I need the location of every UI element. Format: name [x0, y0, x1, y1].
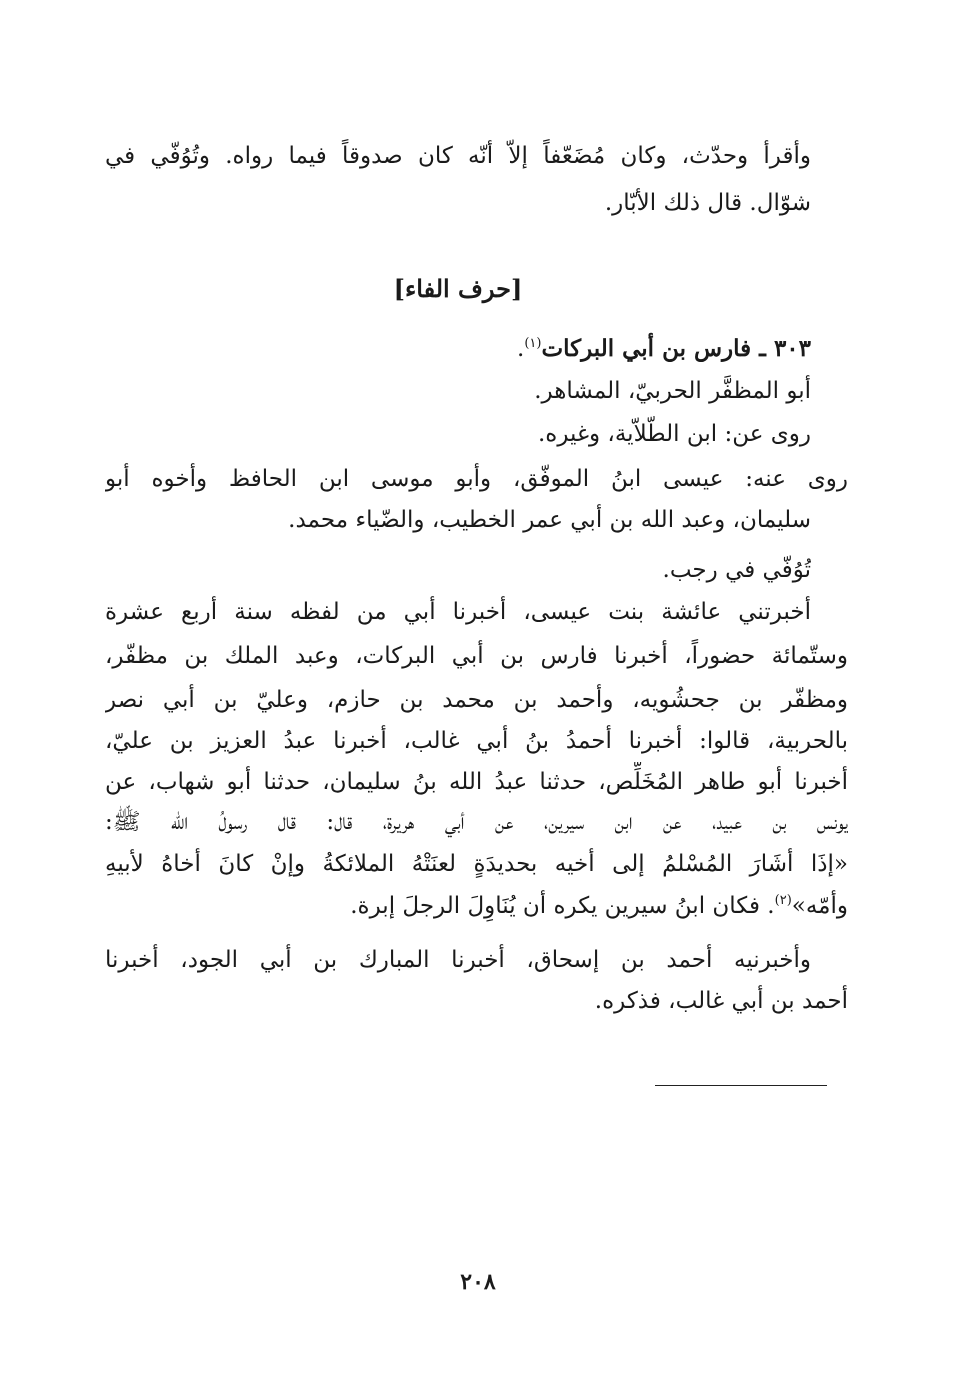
text-line: شوّال. قال ذلك الأبّار. [604, 190, 811, 216]
entry-rawa-anhu-cont: سليمان، وعبد الله بن أبي عمر الخطيب، والضّياء محمد. [288, 507, 811, 533]
second-chain-line: أحمد بن أبي غالب، فذكره. [594, 988, 848, 1014]
hadith-line: يونس بن عبيد، عن ابن سيرين، عن أبي هريرة، قال: قال رسولُ الله ﷺ: [105, 809, 848, 835]
footnote-ref: (٢) [774, 893, 792, 908]
entry-kunya: أبو المظفَّر الحربيّ، المشاهر. [534, 378, 811, 404]
hadith-line: ومظفّر بن جحشُويه، وأحمد بن محمد بن حازم، وعليّ بن أبي نصر [105, 687, 848, 713]
entry-rawa-an: روى عن: ابن الطّلاّية، وغيره. [537, 421, 811, 447]
entry-heading [105, 329, 811, 373]
hadith-matn: «إذَا أشَارَ المُسْلمُ إلى أخيه بحديدَةٍ لعنَتْهُ الملائكةُ وإنْ كانَ أخاهُ لأبيهِ [105, 851, 848, 877]
section-title: [حرف الفاء] [393, 274, 523, 303]
hadith-comment: . فكان ابنُ سيرين يكره أن يُنَاوِلَ الرجلَ إبرة. [350, 893, 775, 919]
hadith-line: بالحربية، قالوا: أخبرنا أحمدُ بنُ أبي غالب، أخبرنا عبدُ العزيز بن عليّ، [105, 728, 848, 754]
entry-heading-text: ٣٠٣ ـ فارس بن أبي البركات [541, 335, 811, 362]
hadith-matn-end: وأمّه» [791, 893, 848, 919]
footnote-separator [655, 1085, 827, 1086]
second-chain-line: وأخبرنيه أحمد بن إسحاق، أخبرنا المبارك بن أبي الجود، أخبرنا [105, 947, 811, 973]
page-number: ٢٠٨ [460, 1269, 496, 1295]
hadith-line: أخبرنا أبو طاهر المُخَلِّص، حدثنا عبدُ الله بنُ سليمان، حدثنا أبو شهاب، عن [105, 769, 848, 795]
hadith-line: وستّمائة حضوراً، أخبرنا فارس بن أبي البركات، وعبد الملك بن مظفّر، [105, 643, 848, 669]
entry-heading-end: . [517, 336, 525, 362]
hadith-line: أخبرتني عائشة بنت عيسى، أخبرنا أبي من لفظه سنة أربع عشرة [105, 599, 811, 625]
entry-rawa-anhu: روى عنه: عيسى ابنُ الموفّق، وأبو موسى ابن الحافظ وأخوه أبو [105, 466, 848, 492]
text-line: وأقرأ وحدّث، وكان مُضَعّفاً إلاّ أنّه كان صدوقاً فيما رواه. وتُوُفّي في [105, 143, 811, 169]
footnote-ref: (١) [524, 336, 542, 351]
hadith-line-end [105, 886, 848, 930]
entry-death: تُوُفّي في رجب. [662, 557, 811, 583]
